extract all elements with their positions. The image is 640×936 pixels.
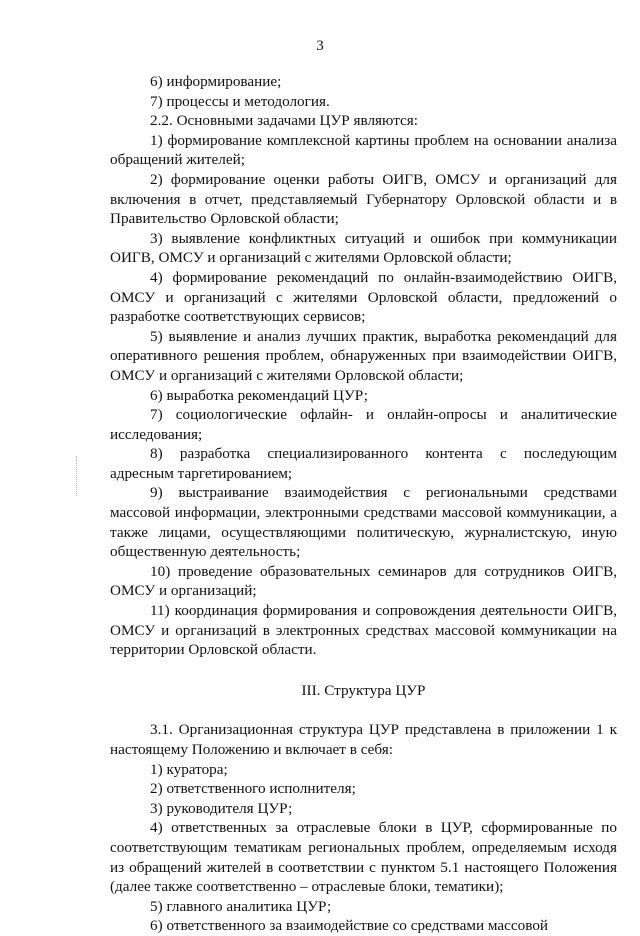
list-item: 1) формирование комплексной картины проблем на основании анализа обращений жителей; [110, 131, 617, 169]
list-item: 10) проведение образовательных семинаров для сотрудников ОИГВ, ОМСУ и организаций; [110, 562, 617, 600]
list-item: 3) руководителя ЦУР; [150, 799, 293, 817]
clause-paragraph: 3.1. Организационная структура ЦУР представлена в приложении 1 к настоящему Положению и включает в себя: [110, 721, 617, 758]
list-item: 6) выработка рекомендаций ЦУР; [150, 386, 368, 404]
page-number: 3 [316, 38, 324, 54]
list-item: 6) ответственного за взаимодействие со средствами массовой [150, 917, 549, 935]
clause-paragraph: 2.2. Основными задачами ЦУР являются: [150, 112, 418, 130]
list-item: 5) выявление и анализ лучших практик, выработка рекомендаций для оперативного решения проблем, обнаруженных при взаимодействии ОИГВ, ОМСУ и организаций с жителями Орловской области; [110, 327, 617, 384]
list-item: 11) координация формирования и сопровождения деятельности ОИГВ, ОМСУ и организаций в электронных средствах массовой коммуникации на территории Орловской области. [110, 602, 617, 659]
list-item: 2) ответственного исполнителя; [150, 780, 356, 798]
list-item: 6) информирование; [150, 73, 282, 90]
margin-marks [76, 456, 83, 496]
list-item: 1) куратора; [150, 760, 228, 778]
list-item: 7) процессы и методология. [150, 92, 330, 110]
list-item: 8) разработка специализированного контента с последующим адресным таргетированием; [110, 445, 617, 482]
list-item: 5) главного аналитика ЦУР; [150, 897, 332, 915]
list-item: 9) выстраивание взаимодействия с региональными средствами массовой информации, электронными средствами массовой коммуникации, а также лицами, осуществляющими политическую, журналистскую, иную общественную деятельность; [110, 484, 617, 561]
list-item: 4) формирование рекомендаций по онлайн-взаимодействию ОИГВ, ОМСУ и организаций с жителями Орловской области, предложений о разработке соответствующих сервисов; [110, 268, 617, 326]
list-item: 4) ответственных за отраслевые блоки в ЦУР, сформированные по соответствующим тематикам региональных проблем, определяемым исходя из обращений жителей в соответствии с пунктом 5.1 настоящего Положения (далее также соответственно – отраслевые блоки, тематики); [110, 819, 617, 896]
list-item: 7) социологические офлайн- и онлайн-опросы и аналитические исследования; [110, 406, 617, 443]
list-item: 3) выявление конфликтных ситуаций и ошибок при коммуникации ОИГВ, ОМСУ и организаций с жителями Орловской области; [110, 229, 617, 267]
document-body [110, 72, 617, 936]
section-heading: III. Структура ЦУР [301, 681, 426, 699]
list-item: 2) формирование оценки работы ОИГВ, ОМСУ и организаций для включения в отчет, представляемый Губернатору Орловской области и в Правительство Орловской области; [110, 170, 617, 228]
